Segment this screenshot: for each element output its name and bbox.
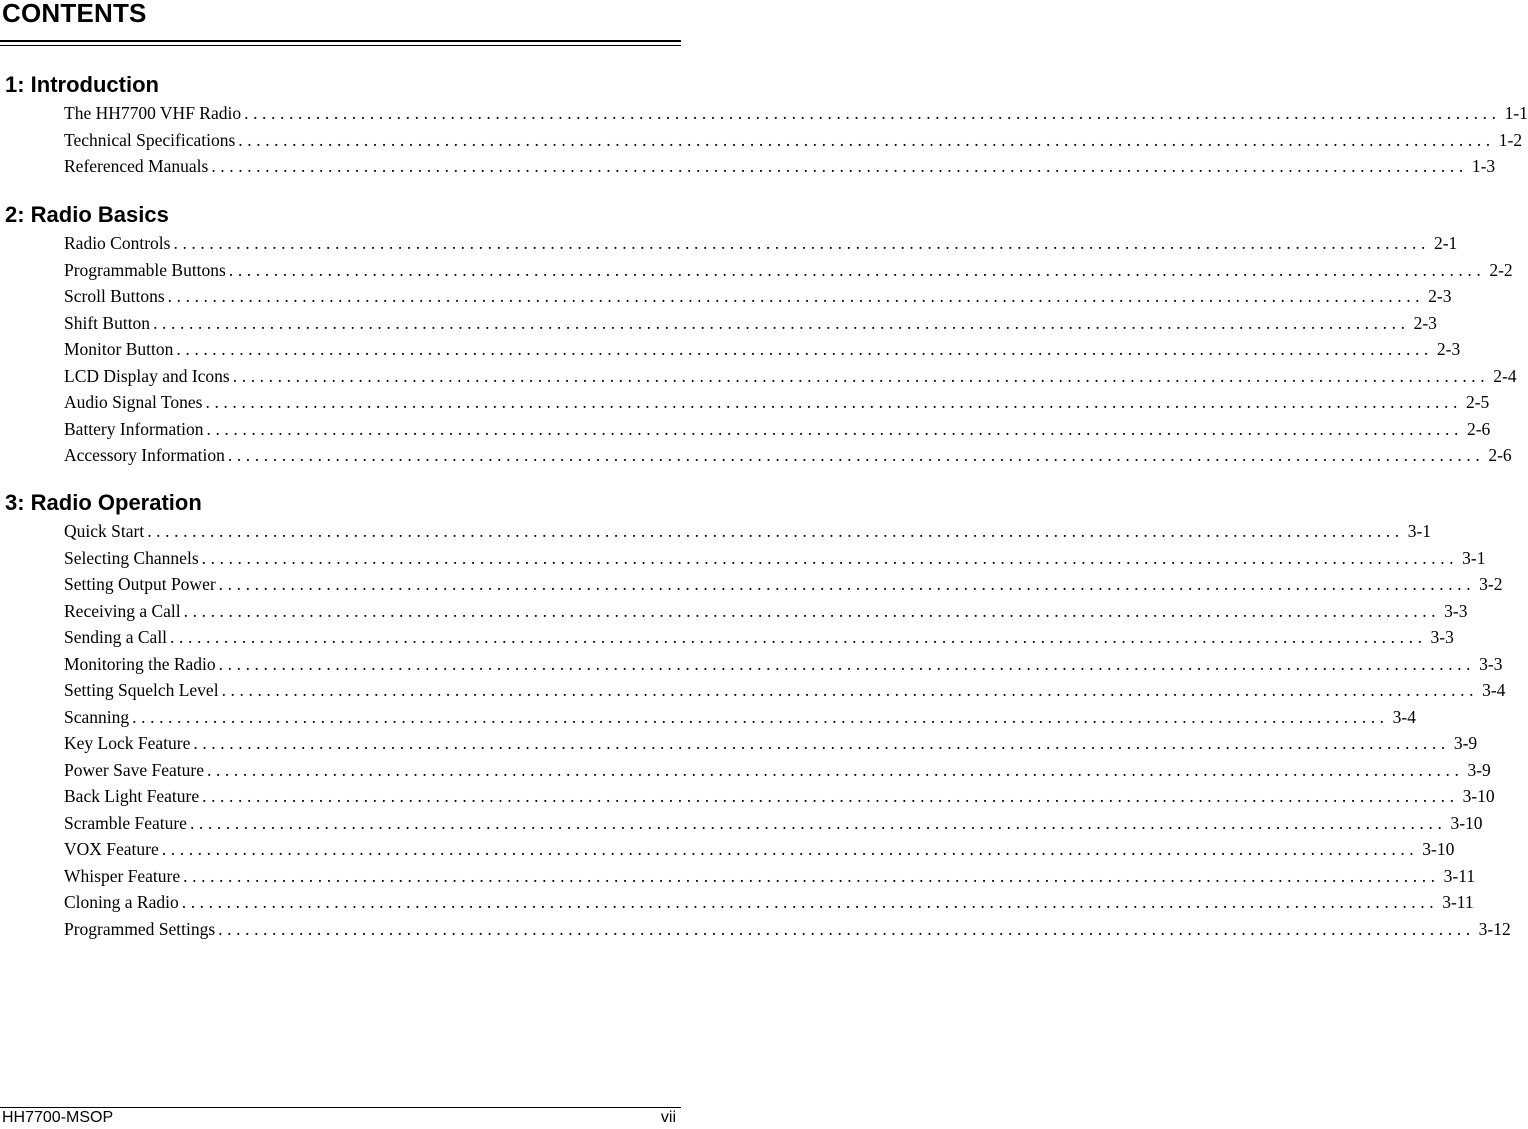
toc-entry[interactable] xyxy=(64,810,1483,837)
dot-leader: ............................................................................................................................................ xyxy=(227,445,1485,465)
toc-entry-title: Key Lock Feature xyxy=(64,733,191,753)
dot-leader: ............................................................................................................................................ xyxy=(244,103,1501,123)
dot-leader: ............................................................................................................................................ xyxy=(161,839,1419,859)
header-rule-thin xyxy=(0,45,681,46)
toc-entry-title: Scroll Buttons xyxy=(64,286,165,306)
toc-entry-page: 2-3 xyxy=(1428,286,1452,306)
toc-entry-title: Scramble Feature xyxy=(64,812,187,833)
toc-entry-page: 3-3 xyxy=(1479,653,1503,674)
toc-entry[interactable] xyxy=(64,704,1416,731)
toc-entry-title: Setting Output Power xyxy=(64,574,216,594)
toc-entry-title: Receiving a Call xyxy=(64,600,181,621)
toc-entry-page: 3-2 xyxy=(1479,574,1503,594)
dot-leader: ............................................................................................................................................ xyxy=(189,812,1447,833)
dot-leader: ............................................................................................................................................ xyxy=(202,786,1459,806)
toc-entry-title: Scanning xyxy=(64,706,130,727)
dot-leader: ............................................................................................................................................ xyxy=(176,339,1433,359)
dot-leader: ............................................................................................................................................ xyxy=(147,521,1404,541)
toc-entry[interactable] xyxy=(64,442,1512,469)
toc-entry-title: VOX Feature xyxy=(64,839,159,859)
toc-entry-title: Referenced Manuals xyxy=(64,156,209,176)
dot-leader: ............................................................................................................................................ xyxy=(206,759,1464,780)
dot-leader: ............................................................................................................................................ xyxy=(211,156,1468,176)
toc-entry-page: 2-1 xyxy=(1433,233,1458,253)
toc-entry-page: 3-4 xyxy=(1482,680,1506,700)
toc-entry-title: Setting Squelch Level xyxy=(64,680,219,700)
toc-entry-title: Radio Controls xyxy=(64,233,171,253)
toc-entry[interactable] xyxy=(64,730,1478,757)
toc-entry-title: Technical Specifications xyxy=(64,129,236,150)
toc-entry-page: 2-6 xyxy=(1488,445,1512,465)
toc-entry[interactable] xyxy=(64,518,1432,545)
toc-entry-page: 3-11 xyxy=(1443,865,1476,886)
dot-leader: ............................................................................................................................................ xyxy=(170,627,1427,647)
dot-leader: ............................................................................................................................................ xyxy=(132,706,1389,727)
toc-entry-title: Accessory Information xyxy=(64,445,225,465)
toc-entry[interactable] xyxy=(64,336,1461,363)
toc-entry[interactable] xyxy=(64,310,1437,337)
toc-entry[interactable] xyxy=(64,100,1528,127)
toc-entry-title: Monitoring the Radio xyxy=(64,653,216,674)
footer-page-number: vii xyxy=(660,1109,676,1126)
dot-leader: ............................................................................................................................................ xyxy=(228,259,1486,280)
toc-entry-title: Programmable Buttons xyxy=(64,259,226,280)
dot-leader: ............................................................................................................................................ xyxy=(205,392,1462,412)
toc-entry-page: 2-3 xyxy=(1413,312,1437,333)
dot-leader: ............................................................................................................................................ xyxy=(232,365,1490,386)
dot-leader: ............................................................................................................................................ xyxy=(221,680,1479,700)
toc-entry-page: 1-1 xyxy=(1504,103,1528,123)
dot-leader: ............................................................................................................................................ xyxy=(193,733,1450,753)
dot-leader: ............................................................................................................................................ xyxy=(218,653,1476,674)
toc-entry-title: Quick Start xyxy=(64,521,145,541)
toc-entry-title: Shift Button xyxy=(64,312,151,333)
dot-leader: ............................................................................................................................................ xyxy=(218,574,1476,594)
dot-leader: ............................................................................................................................................ xyxy=(183,865,1440,886)
toc-entry-title: Programmed Settings xyxy=(64,918,216,939)
toc-entry[interactable] xyxy=(64,283,1452,310)
toc-entry[interactable] xyxy=(64,598,1468,625)
chapter-heading: 2: Radio Basics xyxy=(5,202,169,227)
toc-entry[interactable] xyxy=(64,416,1491,443)
dot-leader: ............................................................................................................................................ xyxy=(153,312,1410,333)
toc-entry-title: Battery Information xyxy=(64,418,204,439)
toc-entry-page: 3-10 xyxy=(1462,786,1495,806)
header-rule-thick xyxy=(0,40,681,42)
toc-entry-title: LCD Display and Icons xyxy=(64,365,230,386)
toc-entry-page: 2-5 xyxy=(1465,392,1490,412)
toc-entry[interactable] xyxy=(64,363,1517,390)
toc-entry-title: Sending a Call xyxy=(64,627,168,647)
toc-entry-page: 3-12 xyxy=(1478,918,1511,939)
dot-leader: ............................................................................................................................................ xyxy=(173,233,1430,253)
dot-leader: ............................................................................................................................................ xyxy=(238,129,1495,150)
toc-entry[interactable] xyxy=(64,624,1454,651)
toc-entry-page: 3-10 xyxy=(1422,839,1455,859)
toc-entry-title: The HH7700 VHF Radio xyxy=(64,103,242,123)
toc-entry[interactable] xyxy=(64,571,1503,598)
toc-entry[interactable] xyxy=(64,757,1491,784)
toc-entry[interactable] xyxy=(64,916,1511,943)
dot-leader: ............................................................................................................................................ xyxy=(206,418,1463,439)
toc-entry[interactable] xyxy=(64,257,1513,284)
toc-entry[interactable] xyxy=(64,836,1455,863)
toc-entry-page: 2-2 xyxy=(1489,259,1513,280)
toc-entry[interactable] xyxy=(64,783,1495,810)
toc-entry[interactable] xyxy=(64,545,1486,572)
toc-entry-page: 3-1 xyxy=(1407,521,1432,541)
toc-entry-title: Power Save Feature xyxy=(64,759,204,780)
page-title: CONTENTS xyxy=(2,0,147,28)
toc-entry-title: Whisper Feature xyxy=(64,865,181,886)
toc-entry[interactable] xyxy=(64,863,1476,890)
dot-leader: ............................................................................................................................................ xyxy=(218,918,1475,939)
toc-entry[interactable] xyxy=(64,127,1523,154)
toc-entry-title: Audio Signal Tones xyxy=(64,392,203,412)
toc-entry-page: 3-3 xyxy=(1444,600,1468,621)
chapter-heading: 1: Introduction xyxy=(5,72,159,97)
toc-entry-title: Back Light Feature xyxy=(64,786,200,806)
toc-entry[interactable] xyxy=(64,230,1458,257)
toc-entry[interactable] xyxy=(64,389,1490,416)
dot-leader: ............................................................................................................................................ xyxy=(183,600,1441,621)
chapter-entries xyxy=(64,230,1517,469)
dot-leader: ............................................................................................................................................ xyxy=(167,286,1425,306)
toc-entry[interactable] xyxy=(64,677,1506,704)
dot-leader: ............................................................................................................................................ xyxy=(201,547,1459,568)
toc-entry-page: 2-6 xyxy=(1466,418,1491,439)
toc-entry-page: 2-3 xyxy=(1436,339,1461,359)
toc-entry-page: 3-10 xyxy=(1450,812,1483,833)
dot-leader: ............................................................................................................................................ xyxy=(181,892,1439,912)
toc-entry-page: 3-3 xyxy=(1430,627,1454,647)
toc-entry-page: 3-4 xyxy=(1392,706,1416,727)
toc-entry-page: 3-1 xyxy=(1462,547,1486,568)
toc-entry-page: 1-3 xyxy=(1471,156,1496,176)
footer-document-id: HH7700-MSOP xyxy=(2,1109,114,1126)
toc-entry-page: 3-9 xyxy=(1453,733,1478,753)
toc-entry-page: 1-2 xyxy=(1498,129,1523,150)
toc-entry-page: 3-11 xyxy=(1442,892,1474,912)
chapter-entries xyxy=(64,100,1528,180)
toc-entry[interactable] xyxy=(64,651,1503,678)
toc-entry-page: 3-9 xyxy=(1467,759,1491,780)
chapter-heading: 3: Radio Operation xyxy=(5,490,202,515)
chapter-entries xyxy=(64,518,1511,942)
toc-entry-title: Cloning a Radio xyxy=(64,892,179,912)
toc-entry-page: 2-4 xyxy=(1493,365,1517,386)
toc-entry-title: Monitor Button xyxy=(64,339,174,359)
toc-entry-title: Selecting Channels xyxy=(64,547,199,568)
toc-entry[interactable] xyxy=(64,153,1496,180)
toc-entry[interactable] xyxy=(64,889,1474,916)
